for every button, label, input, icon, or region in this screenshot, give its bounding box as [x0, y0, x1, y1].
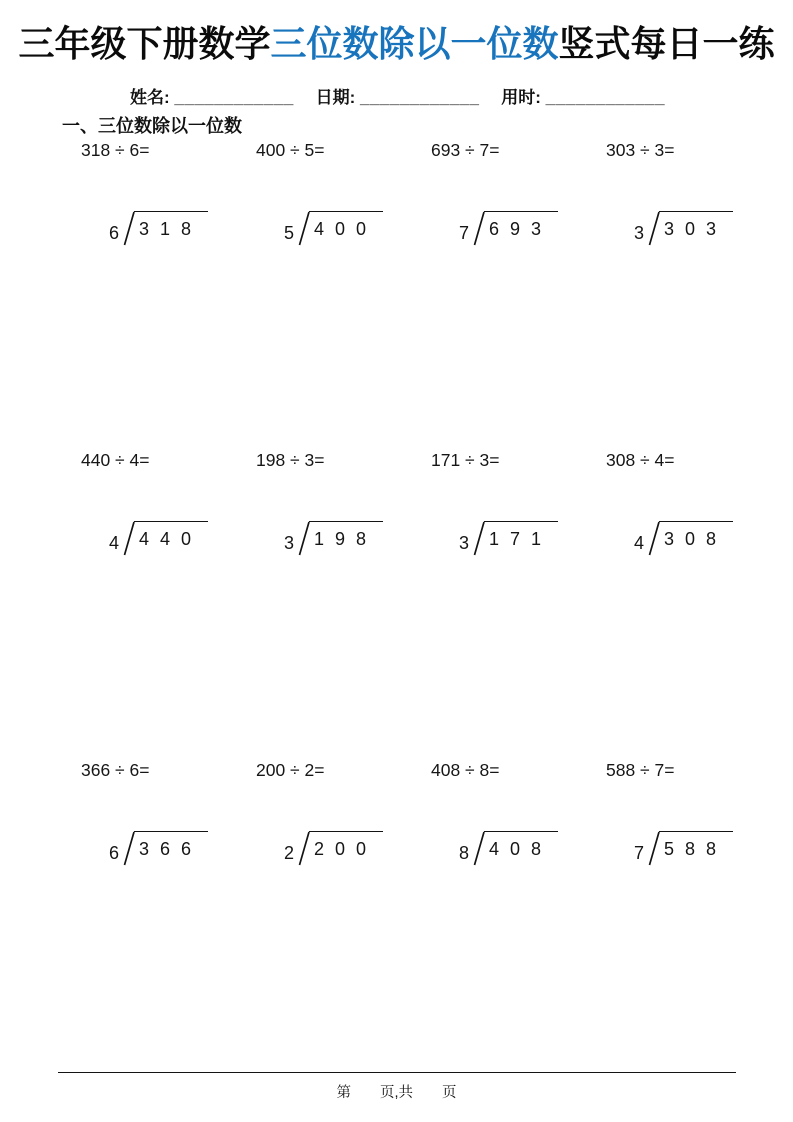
long-division-divisor: 4 — [109, 533, 120, 553]
problem-equation: 408 ÷ 8= — [431, 760, 500, 780]
problem-cell-2 — [256, 140, 431, 246]
time-label: 用时: — [501, 88, 541, 107]
problem-equation: 171 ÷ 3= — [431, 450, 500, 470]
time-field — [501, 83, 665, 108]
long-division-divisor: 3 — [459, 533, 470, 553]
time-blank-line: ____________ — [545, 88, 666, 107]
long-division-dividend: 366 — [134, 831, 208, 866]
problem-equation: 308 ÷ 4= — [606, 450, 675, 470]
long-division-layout — [634, 211, 733, 246]
problem-row-2 — [81, 450, 781, 760]
section-heading: 一、三位数除以一位数 — [62, 116, 242, 136]
long-division-dividend: 693 — [484, 211, 558, 246]
long-division-layout — [109, 831, 208, 866]
name-label: 姓名: — [130, 88, 170, 107]
long-division-divisor: 5 — [284, 223, 295, 243]
long-division-layout — [284, 211, 383, 246]
problem-equation: 198 ÷ 3= — [256, 450, 325, 470]
problem-cell-12 — [606, 760, 781, 866]
long-division-layout — [109, 521, 208, 556]
problem-cell-4 — [606, 140, 781, 246]
long-division-dividend: 318 — [134, 211, 208, 246]
long-division-divisor: 3 — [634, 223, 645, 243]
date-blank-line: ____________ — [360, 88, 480, 107]
long-division-divisor: 6 — [109, 223, 120, 243]
problem-cell-10 — [256, 760, 431, 866]
title-prefix: 三年级下册数学 — [18, 23, 271, 64]
student-info-row — [130, 83, 665, 108]
long-division-divisor: 7 — [459, 223, 470, 243]
problem-equation: 588 ÷ 7= — [606, 760, 675, 780]
long-division-dividend: 400 — [309, 211, 383, 246]
long-division-dividend: 200 — [309, 831, 383, 866]
name-field — [130, 83, 294, 108]
page-number-text: 第 页,共 页 — [336, 1085, 457, 1101]
long-division-dividend: 588 — [659, 831, 733, 866]
page-title — [0, 16, 793, 67]
long-division-dividend: 308 — [659, 521, 733, 556]
long-division-dividend: 171 — [484, 521, 558, 556]
long-division-layout — [459, 521, 558, 556]
long-division-layout — [459, 211, 558, 246]
problem-equation: 400 ÷ 5= — [256, 140, 325, 160]
name-blank-line: ____________ — [174, 88, 294, 107]
long-division-layout — [634, 521, 733, 556]
problem-cell-5 — [81, 450, 256, 556]
problem-equation: 440 ÷ 4= — [81, 450, 150, 470]
problem-cell-9 — [81, 760, 256, 866]
long-division-divisor: 2 — [284, 843, 295, 863]
date-label: 日期: — [315, 88, 356, 107]
long-division-divisor: 3 — [284, 533, 295, 553]
long-division-layout — [284, 831, 383, 866]
problem-equation: 303 ÷ 3= — [606, 140, 675, 160]
problem-cell-8 — [606, 450, 781, 556]
problems-area — [81, 140, 781, 1070]
problem-equation: 693 ÷ 7= — [431, 140, 500, 160]
problem-cell-1 — [81, 140, 256, 246]
problem-equation: 366 ÷ 6= — [81, 760, 150, 780]
date-field — [316, 83, 480, 108]
footer-divider — [58, 1072, 736, 1073]
problem-equation: 200 ÷ 2= — [256, 760, 325, 780]
long-division-layout — [459, 831, 558, 866]
long-division-divisor: 8 — [459, 843, 470, 863]
problem-row-3 — [81, 760, 781, 1070]
long-division-layout — [284, 521, 383, 556]
long-division-divisor: 4 — [634, 533, 645, 553]
title-highlight: 三位数除以一位数 — [270, 23, 559, 64]
long-division-layout — [109, 211, 208, 246]
problem-cell-7 — [431, 450, 606, 556]
problem-equation: 318 ÷ 6= — [81, 140, 150, 160]
long-division-dividend: 198 — [309, 521, 383, 556]
long-division-divisor: 6 — [109, 843, 120, 863]
problem-cell-3 — [431, 140, 606, 246]
problem-cell-11 — [431, 760, 606, 866]
long-division-dividend: 408 — [484, 831, 558, 866]
problem-row-1 — [81, 140, 781, 450]
long-division-dividend: 440 — [134, 521, 208, 556]
long-division-divisor: 7 — [634, 843, 645, 863]
long-division-dividend: 303 — [659, 211, 733, 246]
long-division-layout — [634, 831, 733, 866]
problem-cell-6 — [256, 450, 431, 556]
title-suffix: 竖式每日一练 — [558, 23, 775, 64]
